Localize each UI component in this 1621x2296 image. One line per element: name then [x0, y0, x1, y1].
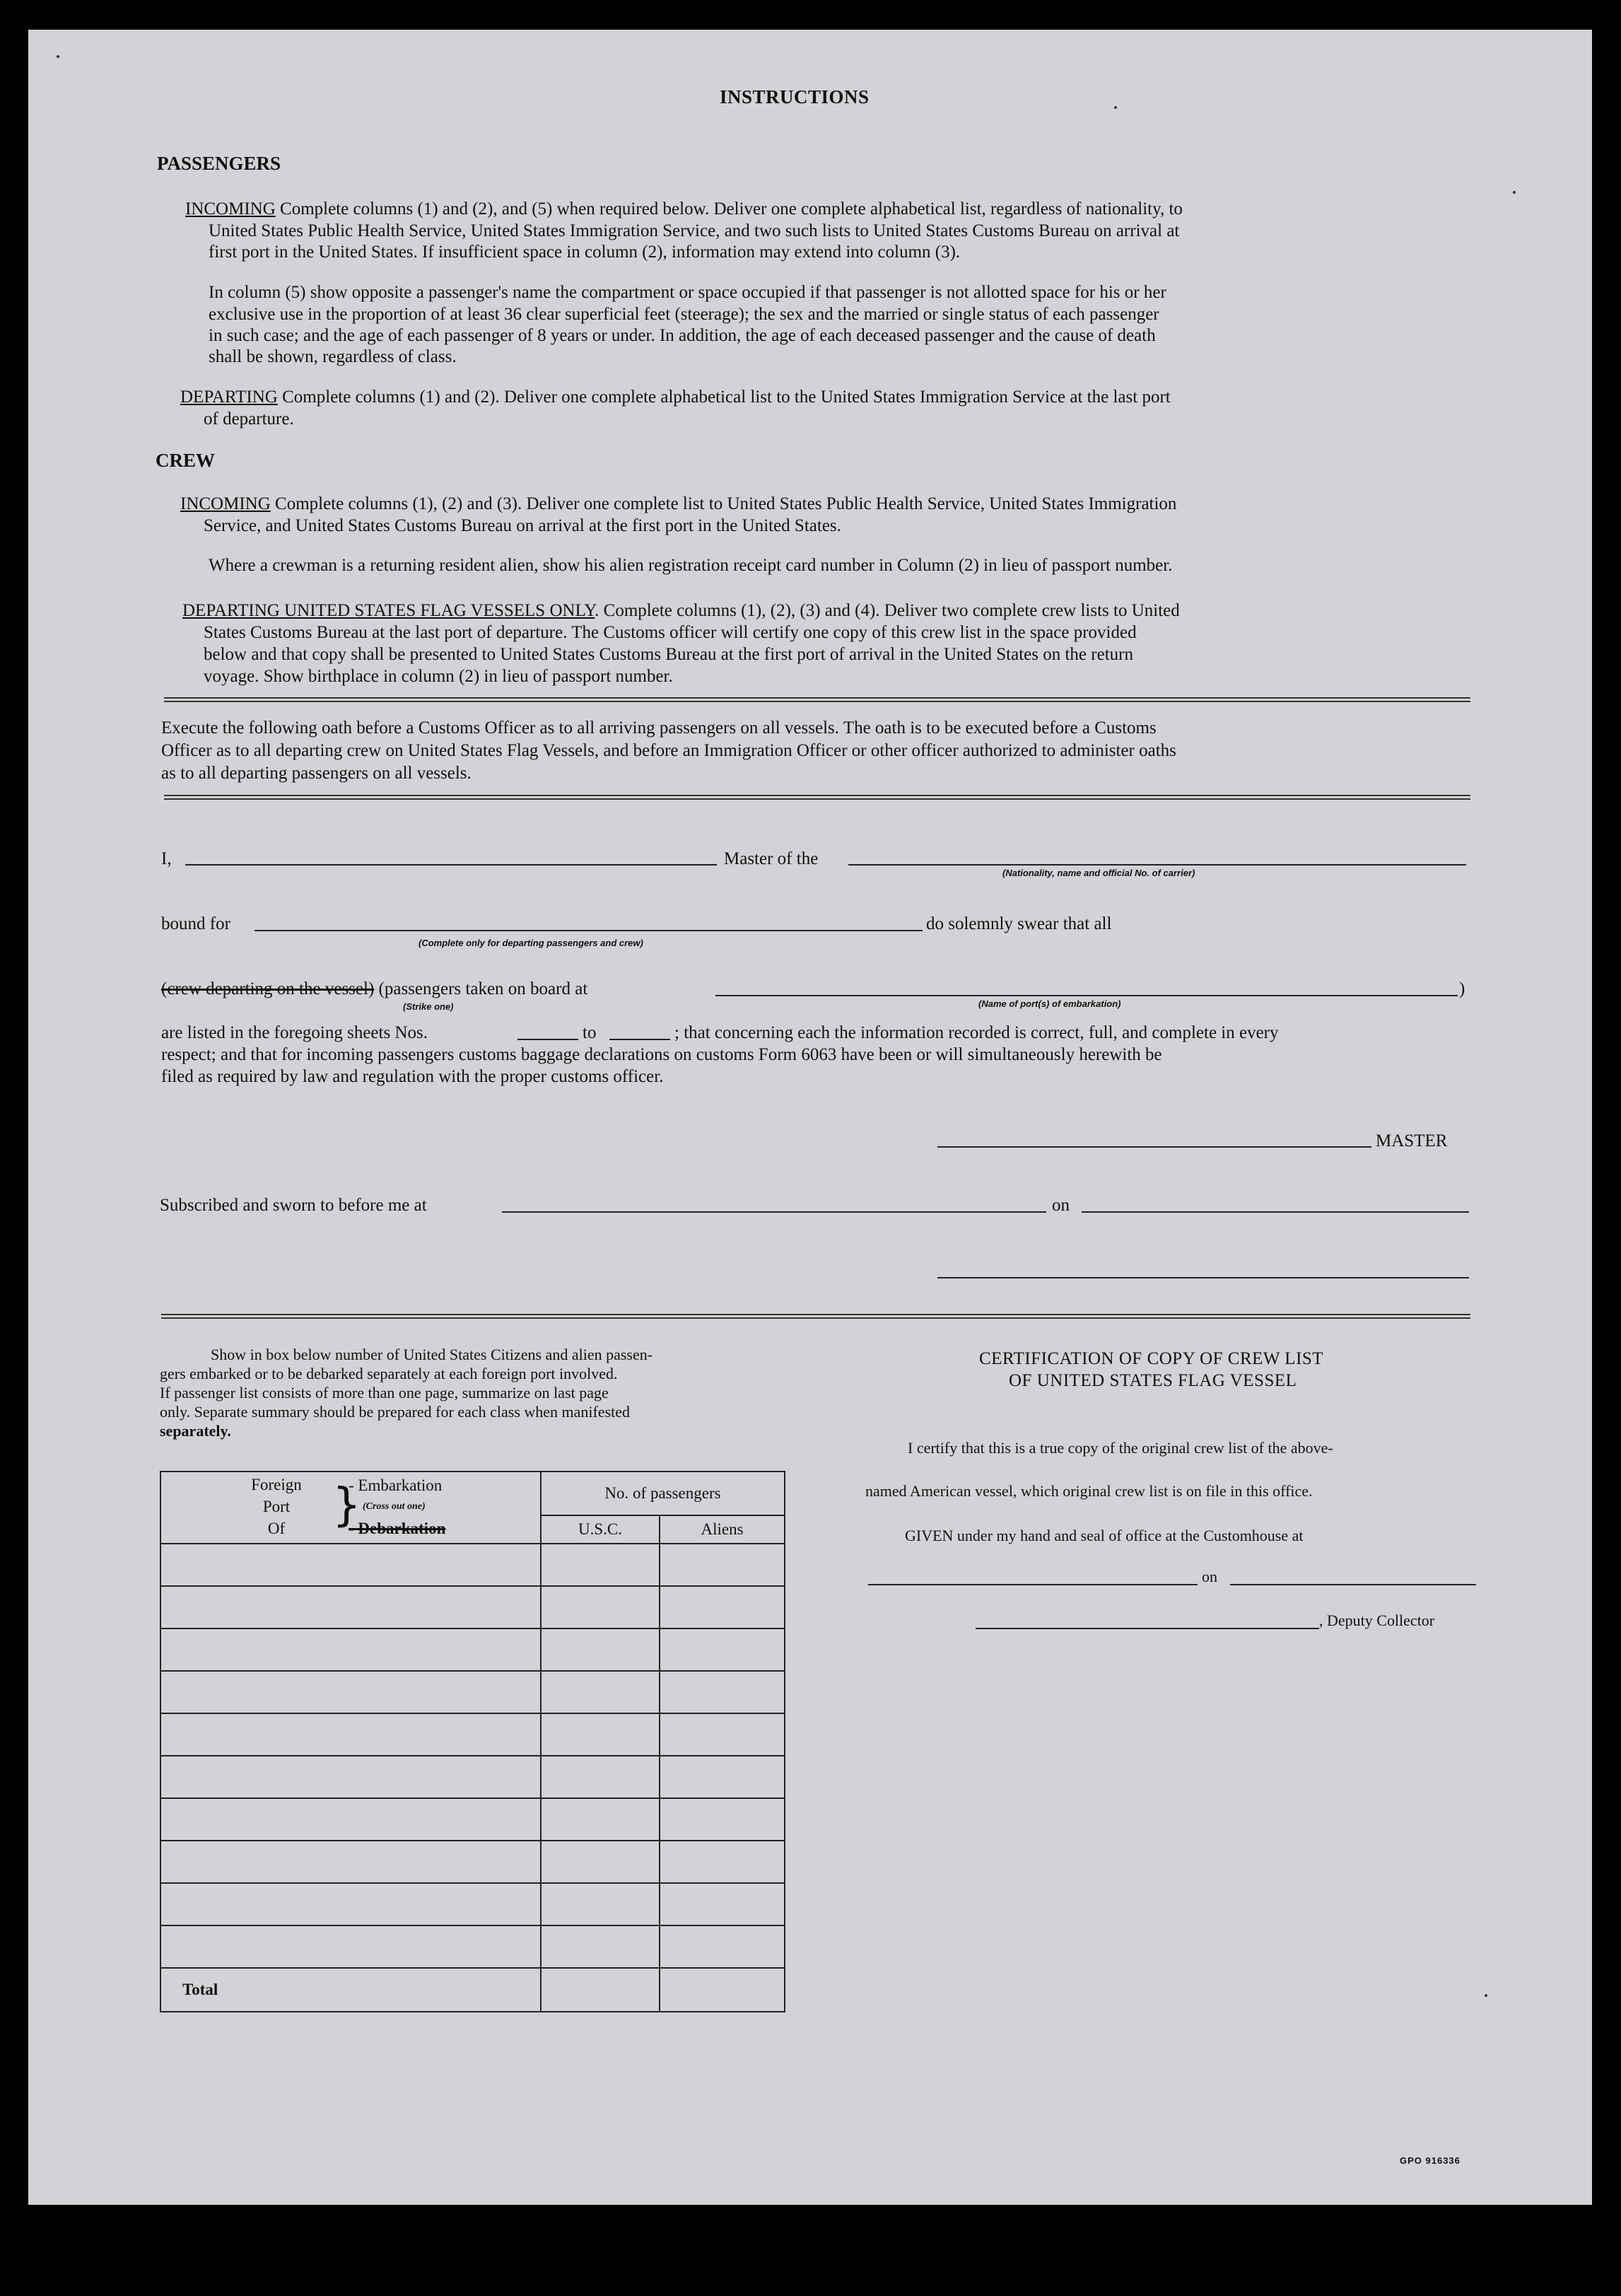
- crew-incoming-text-2: Service, and United States Customs Bureau on arrival at the first port in the United States.: [204, 516, 841, 535]
- scan-speck: [1114, 106, 1117, 109]
- table-row: [160, 1586, 785, 1628]
- certification-title-2: OF UNITED STATES FLAG VESSEL: [1009, 1371, 1297, 1390]
- table-row: [160, 1671, 785, 1713]
- gpo-code: GPO 916336: [1400, 2155, 1461, 2166]
- crew-incoming-section: [180, 493, 1176, 515]
- divider: [161, 1314, 1470, 1319]
- total-row: [160, 1968, 785, 2012]
- crew-resident-text: Where a crewman is a returning resident alien, show his alien registration receipt card number in Column (2) in lieu of passport number.: [209, 556, 1173, 575]
- aliens-cell[interactable]: [660, 1671, 785, 1713]
- scan-speck: [1485, 1994, 1487, 1997]
- aliens-cell[interactable]: [660, 1883, 785, 1925]
- passengers-taken-option[interactable]: (passengers taken on board at: [378, 979, 588, 998]
- certification-date-field[interactable]: [1230, 1584, 1476, 1585]
- no-passengers-header: No. of passengers: [541, 1472, 785, 1515]
- of-label: Of: [267, 1520, 286, 1537]
- bound-caption: (Complete only for departing passengers and crew): [419, 938, 643, 948]
- passengers-departing-text-2: of departure.: [204, 409, 294, 429]
- summary-text-4: only. Separate summary should be prepared for each class when manifested: [160, 1403, 631, 1421]
- aliens-cell[interactable]: [660, 1756, 785, 1798]
- sheet-from-field[interactable]: [517, 1039, 578, 1040]
- destination-field[interactable]: [254, 930, 923, 931]
- master-of-the-label: Master of the: [724, 849, 819, 868]
- aliens-cell[interactable]: [660, 1586, 785, 1628]
- port-cell[interactable]: [160, 1883, 541, 1925]
- crew-departing-text-1: . Complete columns (1), (2), (3) and (4). Deliver two complete crew lists to United: [595, 601, 1180, 620]
- port-cell[interactable]: [160, 1756, 541, 1798]
- oath-i-label: I,: [161, 849, 172, 868]
- scan-speck: [1513, 191, 1516, 194]
- port-cell[interactable]: [160, 1671, 541, 1713]
- officer-signature-field[interactable]: [937, 1277, 1469, 1278]
- sworn-on-label: on: [1052, 1196, 1070, 1215]
- passengers-departing-section: [180, 386, 1171, 408]
- crew-passengers-choice: [161, 978, 587, 1000]
- oath-intro-2: Officer as to all departing crew on United States Flag Vessels, and before an Immigration Officer or other officer authorized to administer oaths: [161, 741, 1176, 760]
- usc-cell[interactable]: [541, 1544, 660, 1586]
- certification-text-1: I certify that this is a true copy of the original crew list of the above-: [908, 1439, 1333, 1457]
- summary-text-1: Show in box below number of United States Citizens and alien passen-: [211, 1346, 653, 1363]
- listed-text-1: are listed in the foregoing sheets Nos.: [161, 1023, 428, 1042]
- aliens-header: Aliens: [660, 1515, 785, 1544]
- table-row: [160, 1925, 785, 1968]
- foreign-label: Foreign: [251, 1476, 302, 1493]
- crew-departing-label: DEPARTING UNITED STATES FLAG VESSELS ONLY: [182, 601, 595, 620]
- table-row: [160, 1756, 785, 1798]
- port-cell[interactable]: [160, 1841, 541, 1883]
- oath-intro-3: as to all departing passengers on all vessels.: [161, 764, 472, 783]
- certification-on-label: on: [1202, 1568, 1217, 1585]
- aliens-cell[interactable]: [660, 1713, 785, 1756]
- table-row: [160, 1798, 785, 1841]
- passengers-heading: PASSENGERS: [157, 153, 281, 174]
- aliens-total-cell[interactable]: [660, 1968, 785, 2012]
- listed-text-2: ; that concerning each the information recorded is correct, full, and complete in every: [674, 1023, 1279, 1042]
- passengers-incoming-text-2: United States Public Health Service, United States Immigration Service, and two such lists to United States Customs Bureau on arrival at: [209, 221, 1180, 240]
- certification-text-3: GIVEN under my hand and seal of office at the Customhouse at: [905, 1527, 1304, 1544]
- crew-departing-text-4: voyage. Show birthplace in column (2) in lieu of passport number.: [204, 667, 673, 686]
- certification-title-1: CERTIFICATION OF COPY OF CREW LIST: [979, 1349, 1324, 1368]
- summary-text-5: separately.: [160, 1422, 231, 1440]
- listed-text-3: respect; and that for incoming passengers customs baggage declarations on customs Form 6063 have been or will simultaneously herewith be: [161, 1045, 1162, 1064]
- usc-cell[interactable]: [541, 1798, 660, 1841]
- crew-departing-text-3: below and that copy shall be presented to United States Customs Bureau at the first port of arrival in the United States on the return: [204, 645, 1133, 664]
- deputy-signature-field[interactable]: [976, 1628, 1319, 1629]
- cross-out-caption: (Cross out one): [363, 1501, 426, 1512]
- divider: [164, 697, 1470, 702]
- embarkation-option[interactable]: - Embarkation: [349, 1476, 443, 1494]
- port-cell[interactable]: [160, 1544, 541, 1586]
- brace-icon: }: [332, 1479, 361, 1532]
- strike-one-caption: (Strike one): [403, 1001, 454, 1012]
- crew-departing-section: [182, 600, 1180, 622]
- total-label: Total: [160, 1968, 541, 2012]
- swear-label: do solemnly swear that all: [926, 914, 1112, 933]
- column-5-text-4: shall be shown, regardless of class.: [209, 347, 457, 366]
- table-row: [160, 1544, 785, 1586]
- column-5-text-2: exclusive use in the proportion of at least 36 clear superficial feet (steerage); the sex and the married or single status of each passenger: [209, 305, 1159, 324]
- incoming-label: INCOMING: [185, 199, 276, 218]
- bound-for-label: bound for: [161, 914, 230, 933]
- column-5-text-3: in such case; and the age of each passenger of 8 years or under. In addition, the age of each deceased passenger and the cause of death: [209, 326, 1156, 345]
- scan-speck: [57, 55, 59, 58]
- subscribed-label: Subscribed and sworn to before me at: [160, 1196, 427, 1215]
- usc-cell[interactable]: [541, 1883, 660, 1925]
- master-signature-field[interactable]: [937, 1146, 1371, 1148]
- vessel-field[interactable]: [848, 864, 1466, 866]
- master-label: MASTER: [1376, 1131, 1448, 1150]
- page-title: INSTRUCTIONS: [720, 86, 870, 107]
- usc-cell[interactable]: [541, 1756, 660, 1798]
- table-row: [160, 1628, 785, 1671]
- usc-cell[interactable]: [541, 1713, 660, 1756]
- sworn-date-field[interactable]: [1082, 1211, 1469, 1213]
- crew-departing-text-2: States Customs Bureau at the last port of departure. The Customs officer will certify one copy of this crew list in the space provided: [204, 623, 1137, 642]
- port-cell[interactable]: [160, 1798, 541, 1841]
- aliens-cell[interactable]: [660, 1544, 785, 1586]
- nationality-caption: (Nationality, name and official No. of carrier): [1002, 868, 1195, 878]
- listed-text-4: filed as required by law and regulation with the proper customs officer.: [161, 1067, 664, 1086]
- usc-cell[interactable]: [541, 1925, 660, 1968]
- usc-header: U.S.C.: [541, 1515, 660, 1544]
- crew-incoming-label: INCOMING: [180, 494, 271, 513]
- sheet-to-field[interactable]: [609, 1039, 670, 1040]
- port-cell[interactable]: [160, 1628, 541, 1671]
- oath-intro-1: Execute the following oath before a Customs Officer as to all arriving passengers on all vessels. The oath is to be executed before a Customs: [161, 718, 1157, 738]
- passenger-summary-table: [160, 1471, 785, 2012]
- table-row: [160, 1883, 785, 1925]
- passengers-departing-text-1: Complete columns (1) and (2). Deliver one complete alphabetical list to the United States Immigration Service at the last port: [282, 387, 1171, 407]
- usc-total-cell[interactable]: [541, 1968, 660, 2012]
- table-row: [160, 1713, 785, 1756]
- port-cell[interactable]: [160, 1713, 541, 1756]
- port-cell[interactable]: [160, 1586, 541, 1628]
- certification-text-2: named American vessel, which original crew list is on file in this office.: [865, 1482, 1313, 1500]
- usc-cell[interactable]: [541, 1628, 660, 1671]
- debarkation-option[interactable]: - Debarkation: [349, 1520, 446, 1537]
- usc-cell[interactable]: [541, 1671, 660, 1713]
- table-row: [160, 1841, 785, 1883]
- usc-cell[interactable]: [541, 1841, 660, 1883]
- summary-text-2: gers embarked or to be debarked separately at each foreign port involved.: [160, 1365, 618, 1382]
- port-caption: (Name of port(s) of embarkation): [978, 998, 1121, 1009]
- passengers-incoming-text-1: Complete columns (1) and (2), and (5) when required below. Deliver one complete alphabetical list, regardless of nationality, to: [280, 199, 1183, 218]
- port-cell[interactable]: [160, 1925, 541, 1968]
- summary-text-3: If passenger list consists of more than one page, summarize on last page: [160, 1384, 609, 1402]
- crew-departing-option[interactable]: (crew departing on the vessel): [161, 979, 375, 998]
- listed-to-label: to: [583, 1023, 597, 1042]
- port-header-cell: [160, 1472, 541, 1544]
- aliens-cell[interactable]: [660, 1628, 785, 1671]
- sworn-location-field[interactable]: [502, 1211, 1046, 1213]
- column-5-text-1: In column (5) show opposite a passenger's name the compartment or space occupied if that passenger is not allotted space for his or her: [209, 283, 1166, 302]
- customhouse-field[interactable]: [868, 1584, 1198, 1585]
- usc-cell[interactable]: [541, 1586, 660, 1628]
- passengers-incoming-text-3: first port in the United States. If insufficient space in column (2), information may extend into column (3).: [209, 243, 961, 262]
- deputy-collector-label: , Deputy Collector: [1319, 1612, 1435, 1629]
- close-paren: ): [1459, 979, 1465, 998]
- aliens-cell[interactable]: [660, 1841, 785, 1883]
- departing-label: DEPARTING: [180, 387, 278, 407]
- port-label: Port: [262, 1498, 291, 1515]
- crew-incoming-text-1: Complete columns (1), (2) and (3). Deliver one complete list to United States Public Health Service, United States Immigration: [275, 494, 1177, 513]
- divider: [164, 795, 1470, 800]
- aliens-cell[interactable]: [660, 1798, 785, 1841]
- aliens-cell[interactable]: [660, 1925, 785, 1968]
- passengers-incoming-section: [185, 198, 1183, 220]
- master-name-field[interactable]: [185, 864, 717, 866]
- crew-heading: CREW: [156, 450, 216, 471]
- embarkation-port-field[interactable]: [715, 995, 1458, 996]
